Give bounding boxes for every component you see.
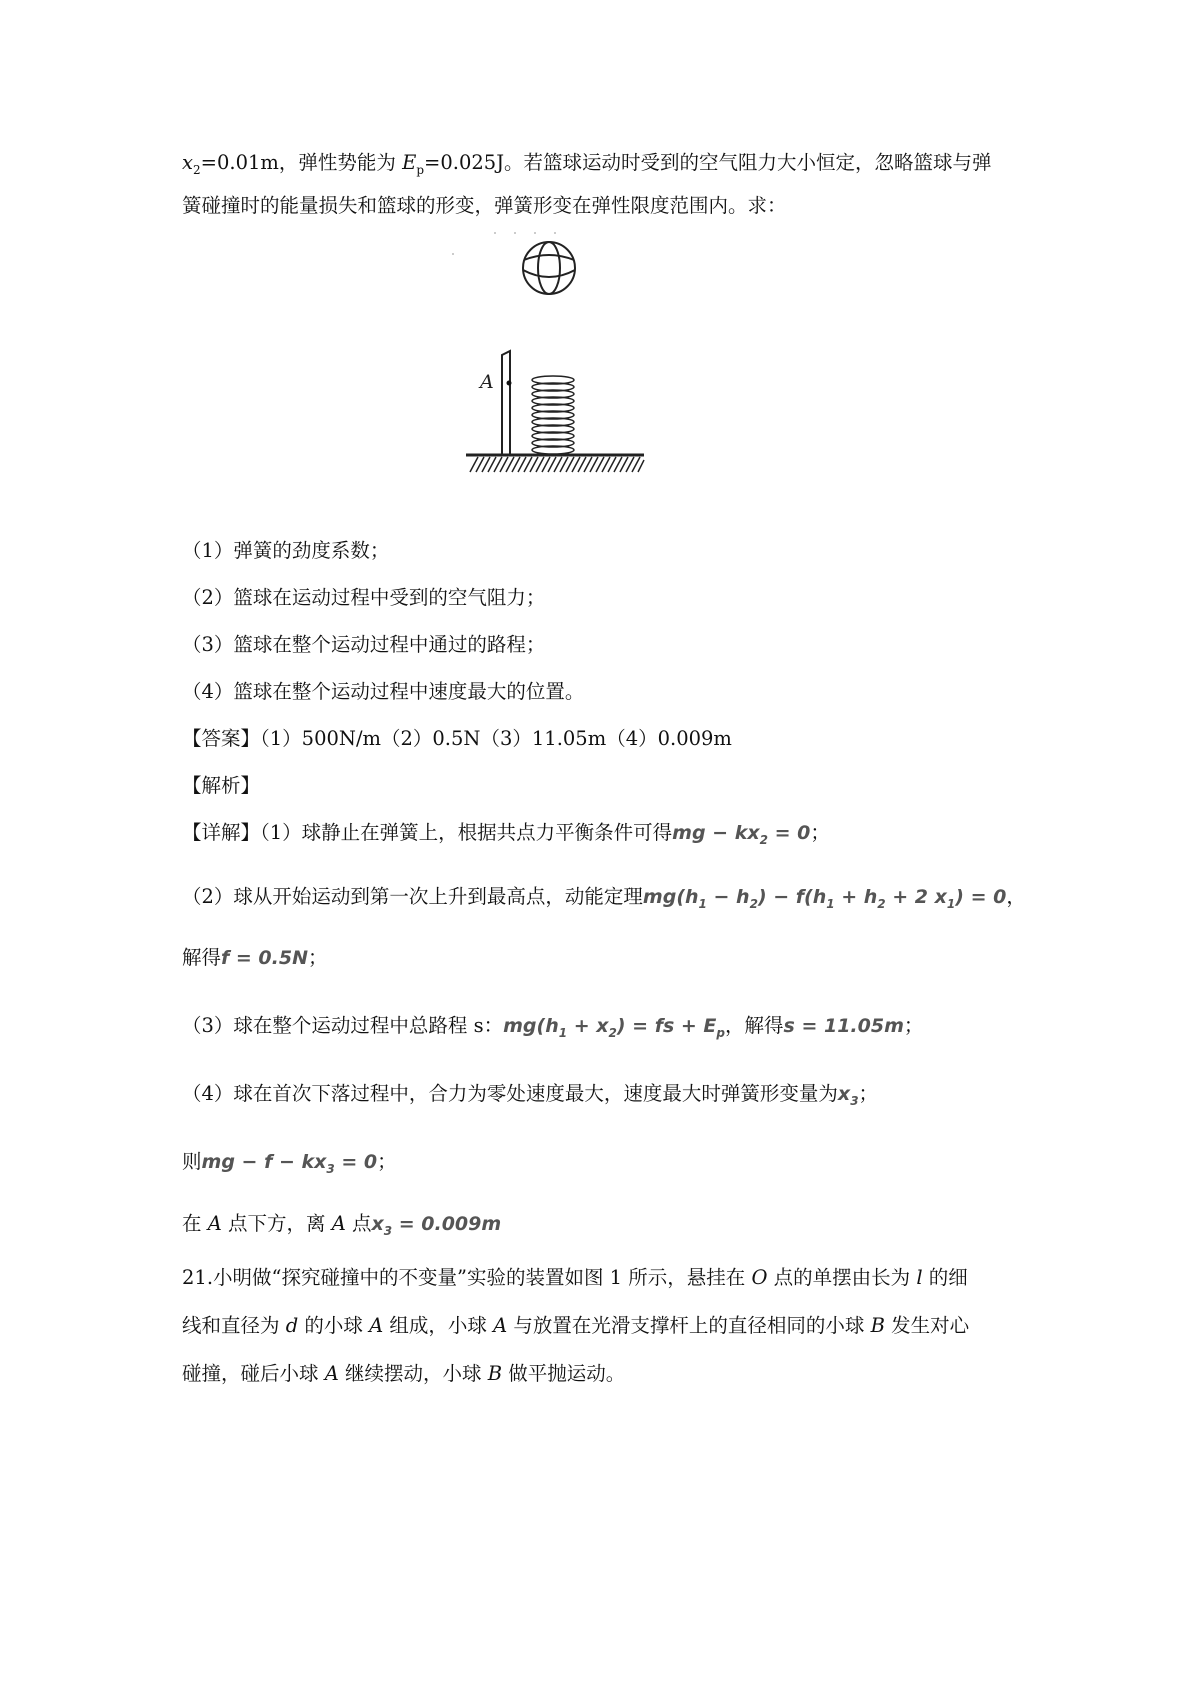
answer-line: 【答案】（1）500N/m（2）0.5N（3）11.05m（4）0.009m (182, 727, 732, 750)
detail-part-3: （3）球在整个运动过程中总路程 s：$mg(h_1 + x_2)$ = fs + $E_p$，解得s = 11.05m； (182, 1014, 924, 1040)
detail-part-1: 【详解】（1）球静止在弹簧上，根据共点力平衡条件可得mg − $kx_2 = 0$； (182, 821, 830, 847)
detail-part-4: （4）球在首次下落过程中，合力为零处速度最大，速度最大时弹簧形变量为$x_3$； (182, 1082, 879, 1108)
detail-part-4-equation: 则mg − $f - kx_3 = 0$； (182, 1150, 397, 1176)
analysis-heading: 【解析】 (182, 774, 261, 797)
spring (532, 376, 574, 454)
q21-line-3: 碰撞，碰后小球 A 继续摆动，小球 B 做平抛运动。 (182, 1362, 626, 1385)
basketball (523, 242, 575, 294)
ground (466, 455, 644, 472)
intro-line-2: 簧碰撞时的能量损失和篮球的形变，弹簧形变在弹性限度范围内。求： (182, 194, 787, 217)
point-a-dot (507, 381, 512, 386)
question-4: （4）篮球在整个运动过程中速度最大的位置。 (182, 680, 585, 703)
question-1: （1）弹簧的劲度系数； (182, 539, 390, 562)
label-a: A (480, 371, 494, 393)
intro-line-1: $x_2=0.01m$，弹性势能为 $E_p=0.025J$。若篮球运动时受到的空气阻力大小恒定，忽略篮球与弹 (182, 151, 992, 177)
detail-part-2-result: 解得f = 0.5N； (182, 946, 328, 969)
spring-ball-figure (480, 240, 720, 505)
detail-part-2: （2）球从开始运动到第一次上升到最高点，动能定理$mg(h_1 - h_2) - f(h_1 + h_2 + 2$ $x_1) = 0$， (182, 885, 1026, 911)
rod (502, 351, 510, 455)
detail-part-4-result: 在 A 点下方，离 A 点$x_3 = 0.009m$ (182, 1212, 502, 1238)
question-3: （3）篮球在整个运动过程中通过的路程； (182, 633, 546, 656)
q21-line-2: 线和直径为 d 的小球 A 组成，小球 A 与放置在光滑支撑杆上的直径相同的小球 B 发生对心 (182, 1314, 970, 1337)
question-2: （2）篮球在运动过程中受到的空气阻力； (182, 586, 546, 609)
q21-line-1: 21.小明做“探究碰撞中的不变量”实验的装置如图 1 所示，悬挂在 O 点的单摆由长为 l 的细 (182, 1266, 968, 1289)
